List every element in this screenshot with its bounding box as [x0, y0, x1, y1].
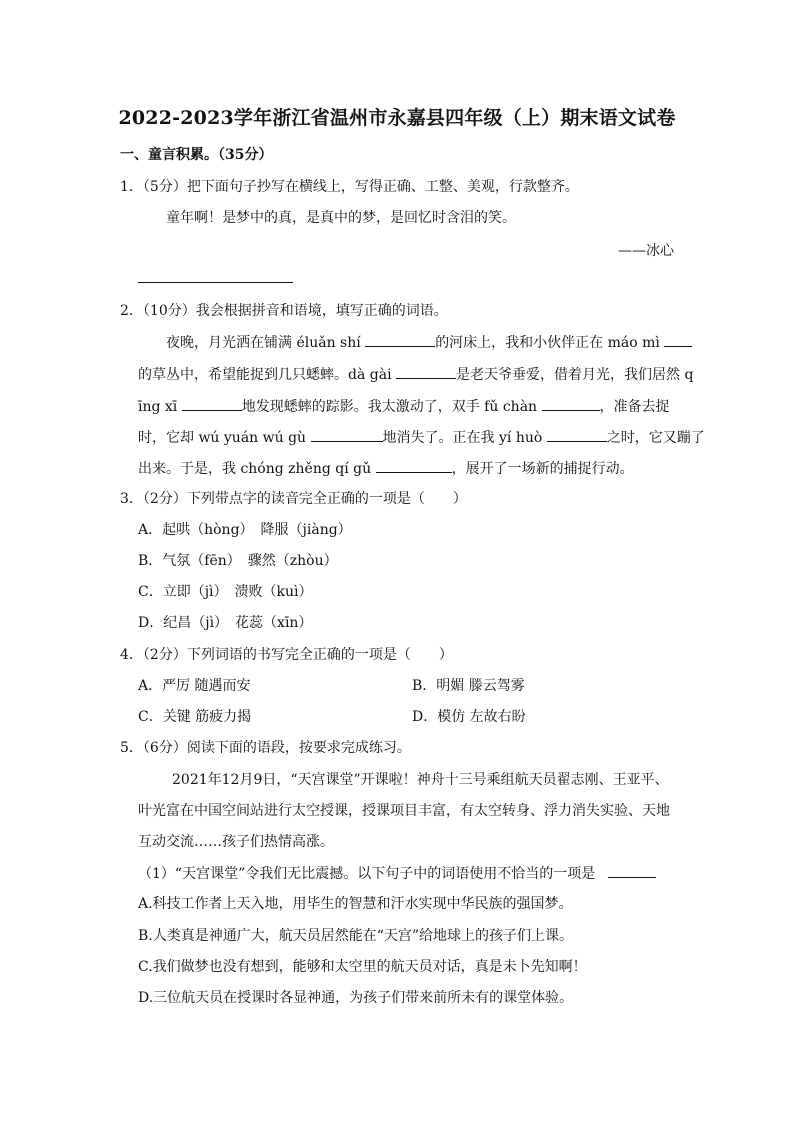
q2-l2a: 的草丛中，希望能捉到几只蟋蟀。dà gài — [138, 367, 392, 383]
q2-l4b: 地消失了。正在我 yí huò — [382, 430, 543, 446]
q2-l5a: 出来。于是，我 chóng zhěng qí gǔ — [138, 461, 372, 477]
q2-stem: 2．（10分）我会根据拼音和语境，填写正确的词语。 — [120, 303, 448, 319]
q2-l4c: 之时，它又蹦了 — [606, 430, 705, 446]
q1-stem: 1．（5分）把下面句子抄写在横线上，写得正确、工整、美观，行款整齐。 — [120, 179, 579, 195]
q3-stem: 3．（2分）下列带点字的读音完全正确的一项是（ ） — [120, 491, 467, 507]
q5-sub1-text: （1）“天宫课堂”令我们无比震撼。以下句子中的词语使用不恰当的一项是 — [138, 866, 596, 882]
q5-option-b[interactable]: B.人类真是神通广大，航天员居然能在“天宫”给地球上的孩子们上课。 — [138, 928, 574, 944]
q4-option-a[interactable]: A．严厉 随遇而安 — [138, 678, 251, 694]
q2-line-5 — [138, 458, 634, 479]
q2-blank-8[interactable] — [376, 458, 452, 473]
q2-line-4 — [138, 427, 705, 448]
q2-l4a: 时，它却 wú yuán wú gù — [138, 430, 307, 446]
q2-blank-3[interactable] — [396, 364, 456, 379]
q5-passage-line-3: 互动交流……孩子们热情高涨。 — [138, 834, 334, 850]
q2-line-1 — [166, 332, 692, 353]
q5-passage-line-2: 叶光富在中国空间站进行太空授课，授课项目丰富，有太空转身、浮力消失实验、天地 — [138, 803, 670, 819]
q2-l3c: ，准备去捉 — [599, 399, 670, 415]
q5-option-a[interactable]: A.科技工作者上天入地，用毕生的智慧和汗水实现中华民族的强国梦。 — [138, 896, 573, 912]
q5-stem: 5．（6分）阅读下面的语段，按要求完成练习。 — [120, 740, 411, 756]
q2-l3b: 地发现蟋蟀的踪影。我太激动了，双手 fǔ chàn — [241, 399, 538, 415]
q5-sub1-answer-blank[interactable] — [608, 863, 656, 878]
q2-blank-7[interactable] — [547, 427, 607, 442]
q4-stem: 4．（2分）下列词语的书写完全正确的一项是（ ） — [120, 647, 453, 663]
q3-option-a[interactable]: A．起哄（hòng） 降服（jiàng） — [138, 522, 352, 538]
q2-blank-5[interactable] — [542, 396, 600, 411]
q3-option-c[interactable]: C．立即（jì） 溃败（kuì） — [138, 584, 313, 600]
q2-blank-6[interactable] — [311, 427, 383, 442]
q4-option-d[interactable]: D．模仿 左故右盼 — [412, 709, 526, 725]
q5-option-c[interactable]: C.我们做梦也没有想到，能够和太空里的航天员对话，真是未卜先知啊！ — [138, 959, 587, 975]
q2-line-3 — [138, 396, 670, 417]
q2-blank-2[interactable] — [664, 332, 692, 347]
q3-option-b[interactable]: B．气氛（fēn） 骤然（zhòu） — [138, 553, 338, 569]
q4-option-b[interactable]: B．明媚 滕云驾雾 — [412, 678, 525, 694]
q2-line-2 — [138, 364, 693, 385]
q2-blank-1[interactable] — [365, 332, 435, 347]
q2-l2b: 是老天爷垂爱，借着月光，我们居然 q — [456, 367, 694, 383]
q5-passage-line-1: 2021年12月9日，“天宫课堂”开课啦！神舟十三号乘组航天员翟志刚、王亚平、 — [172, 772, 669, 788]
q3-option-d[interactable]: D．纪昌（jì） 花蕊（xīn） — [138, 615, 313, 631]
q2-l5b: ，展开了一场新的捕捉行动。 — [451, 461, 634, 477]
q2-l1a: 夜晚，月光洒在铺满 éluǎn shí — [166, 335, 361, 351]
q5-sub1 — [138, 863, 656, 884]
q1-answer-line[interactable] — [138, 282, 293, 283]
q5-option-d[interactable]: D.三位航天员在授课时各显神通，为孩子们带来前所未有的课堂体验。 — [138, 990, 574, 1006]
q1-quote: 童年啊！是梦中的真，是真中的梦，是回忆时含泪的笑。 — [166, 210, 516, 226]
exam-title: 2022-2023学年浙江省温州市永嘉县四年级（上）期末语文试卷 — [118, 107, 676, 129]
q2-l3a: īng xī — [138, 399, 178, 415]
q2-blank-4[interactable] — [182, 396, 242, 411]
section-heading: 一、童言积累。（35分） — [120, 147, 273, 163]
q2-l1b: 的河床上，我和小伙伴正在 máo mì — [435, 335, 660, 351]
q1-author: ——冰心 — [618, 243, 674, 259]
q4-option-c[interactable]: C．关键 筋疲力揭 — [138, 709, 252, 725]
